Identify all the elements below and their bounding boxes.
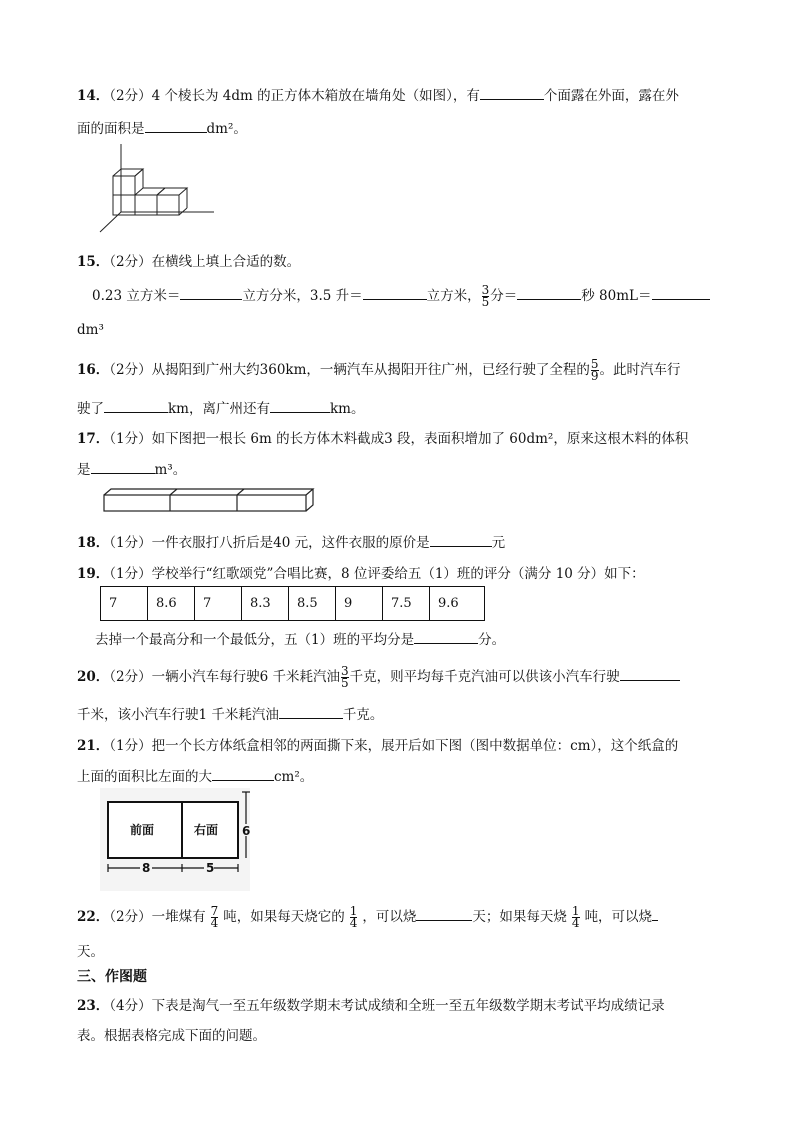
question-text: （4分）下表是淘气一至五年级数学期末考试成绩和全班一至五年级数学期末考试平均成绩记录 bbox=[109, 998, 665, 1014]
dimension-label-6: 6 bbox=[242, 824, 251, 838]
question-20-line-1 bbox=[77, 665, 680, 689]
question-15-line-3 bbox=[77, 322, 104, 338]
table-cell: 9 bbox=[336, 587, 383, 621]
answer-blank[interactable] bbox=[363, 285, 427, 300]
question-text: （1分）把一个长方体纸盒相邻的两面撕下来，展开后如下图（图中数据单位：cm），这个纸盒的 bbox=[109, 738, 679, 754]
wood-bar-figure bbox=[100, 487, 316, 515]
question-text: 秒 80mL＝ bbox=[581, 288, 652, 304]
question-text: （2分）一堆煤有 bbox=[109, 909, 206, 925]
dimension-label-5: 5 bbox=[206, 861, 215, 875]
cube-top bbox=[157, 188, 187, 195]
question-text: 立方分米，3.5 升＝ bbox=[242, 288, 363, 304]
question-text: （2分）4 个棱长为 4dm 的正方体木箱放在墙角处（如图），有 bbox=[109, 88, 480, 104]
right-face-label: 右面 bbox=[194, 823, 219, 837]
dimension-label-8: 8 bbox=[142, 861, 151, 875]
question-text: m³。 bbox=[154, 462, 187, 478]
net-outline bbox=[108, 802, 238, 858]
question-text: ，可以烧 bbox=[362, 909, 417, 925]
answer-blank[interactable] bbox=[430, 532, 492, 547]
answer-blank[interactable] bbox=[414, 629, 478, 644]
question-number: 18． bbox=[77, 535, 110, 551]
table-cell: 8.3 bbox=[242, 587, 289, 621]
answer-blank[interactable] bbox=[180, 285, 242, 300]
question-text: 驶了 bbox=[77, 401, 104, 417]
question-text: （2分）在横线上填上合适的数。 bbox=[109, 254, 301, 270]
question-text: 千米，该小汽车行驶1 千米耗汽油 bbox=[77, 707, 279, 723]
question-21-line-1 bbox=[77, 734, 678, 754]
question-text: km，离广州还有 bbox=[168, 401, 270, 417]
question-number: 23． bbox=[77, 998, 110, 1014]
question-text: 个面露在外面，露在外 bbox=[543, 88, 679, 104]
question-text: （2分）一辆小汽车每行驶6 千米耗汽油 bbox=[109, 669, 341, 685]
question-23-line-1 bbox=[77, 994, 665, 1014]
question-20-line-2 bbox=[77, 703, 383, 723]
question-text: 千克。 bbox=[342, 707, 384, 723]
fraction: $\frac{5}{9}$ bbox=[590, 357, 599, 383]
question-18 bbox=[77, 531, 505, 551]
cube-front bbox=[113, 176, 135, 195]
question-text: 元 bbox=[491, 535, 506, 551]
question-23-line-2 bbox=[77, 1024, 266, 1044]
question-text: 千克，则平均每千克汽油可以供该小汽车行驶 bbox=[349, 669, 620, 685]
question-text: dm²。 bbox=[206, 121, 247, 137]
question-text: 去掉一个最高分和一个最低分，五（1）班的平均分是 bbox=[95, 632, 415, 648]
fraction: $\frac{3}{5}$ bbox=[341, 664, 349, 690]
answer-blank[interactable] bbox=[517, 285, 581, 300]
answer-blank[interactable] bbox=[620, 666, 680, 681]
question-16-line-2 bbox=[77, 397, 364, 417]
question-text: 天。 bbox=[77, 944, 104, 960]
table-cell: 7.5 bbox=[383, 587, 430, 621]
box-net-figure bbox=[100, 788, 250, 891]
question-22-line-1 bbox=[77, 905, 658, 929]
question-19-line-2 bbox=[95, 628, 505, 648]
question-17-line-1 bbox=[77, 427, 688, 447]
table-row bbox=[101, 587, 485, 621]
answer-blank[interactable] bbox=[416, 906, 472, 921]
question-text: 吨，可以烧 bbox=[584, 909, 653, 925]
section-title: 三、作图题 bbox=[77, 969, 147, 985]
answer-blank[interactable] bbox=[212, 766, 274, 781]
question-15-line-1 bbox=[77, 250, 300, 270]
question-text: 是 bbox=[77, 462, 91, 478]
answer-blank[interactable] bbox=[480, 85, 544, 100]
front-face-label: 前面 bbox=[130, 823, 155, 837]
fraction: $\frac{1}{4}$ bbox=[571, 904, 580, 930]
answer-blank[interactable] bbox=[91, 459, 155, 474]
cube-corner-figure bbox=[94, 142, 218, 234]
question-text: 0.23 立方米＝ bbox=[92, 288, 181, 304]
question-text: 分＝ bbox=[490, 288, 518, 304]
answer-blank[interactable] bbox=[652, 285, 710, 300]
table-cell: 7 bbox=[195, 587, 242, 621]
fraction: $\frac{7}{4}$ bbox=[210, 904, 219, 930]
answer-blank[interactable] bbox=[104, 398, 168, 413]
answer-blank[interactable] bbox=[279, 704, 343, 719]
wood-bar-top bbox=[104, 489, 313, 495]
question-19-line-1 bbox=[77, 562, 645, 582]
table-cell: 7 bbox=[101, 587, 148, 621]
question-number: 14． bbox=[77, 88, 110, 104]
answer-blank[interactable] bbox=[652, 906, 658, 921]
question-text: （1分）一件衣服打八折后是40 元，这件衣服的原价是 bbox=[109, 535, 430, 551]
question-22-line-2 bbox=[77, 940, 104, 960]
fraction: $\frac{1}{4}$ bbox=[349, 904, 358, 930]
answer-blank[interactable] bbox=[270, 398, 330, 413]
question-number: 17． bbox=[77, 431, 110, 447]
table-cell: 8.6 bbox=[148, 587, 195, 621]
question-text: 分。 bbox=[478, 632, 506, 648]
question-17-line-2 bbox=[77, 458, 186, 478]
question-text: 立方米， bbox=[426, 288, 481, 304]
box-net-lines bbox=[100, 788, 250, 891]
question-number: 15． bbox=[77, 254, 110, 270]
question-text: 吨，如果每天烧它的 bbox=[223, 909, 345, 925]
question-text: 表。根据表格完成下面的问题。 bbox=[77, 1028, 266, 1044]
fraction: $\frac{3}{5}$ bbox=[481, 283, 490, 309]
question-text: 上面的面积比左面的大 bbox=[77, 769, 212, 785]
score-table bbox=[100, 586, 485, 621]
answer-blank[interactable] bbox=[145, 118, 207, 133]
question-14-line-2 bbox=[77, 117, 247, 137]
question-14-line-1 bbox=[77, 84, 679, 104]
question-text: 面的面积是 bbox=[77, 121, 145, 137]
question-text: km。 bbox=[329, 401, 365, 417]
question-text: （1分）如下图把一根长 6m 的长方体木料截成3 段，表面积增加了 60dm²，原来这根木料的体积 bbox=[109, 431, 689, 447]
question-text: 天；如果每天烧 bbox=[472, 909, 567, 925]
table-cell: 9.6 bbox=[430, 587, 485, 621]
question-15-line-2 bbox=[92, 284, 710, 308]
question-number: 19． bbox=[77, 566, 110, 582]
wood-bar-front bbox=[104, 495, 306, 511]
question-number: 22． bbox=[77, 909, 110, 925]
question-text: 。此时汽车行 bbox=[599, 362, 681, 378]
question-21-line-2 bbox=[77, 765, 313, 785]
question-number: 21． bbox=[77, 738, 110, 754]
question-text: （1分）学校举行“红歌颂党”合唱比赛，8 位评委给五（1）班的评分（满分 10 分）如下： bbox=[109, 566, 645, 582]
question-text: cm²。 bbox=[274, 769, 314, 785]
question-number: 16． bbox=[77, 362, 110, 378]
question-16-line-1 bbox=[77, 358, 681, 382]
question-text: dm³ bbox=[77, 322, 104, 338]
question-text: （2分）从揭阳到广州大约360km，一辆汽车从揭阳开往广州，已经行驶了全程的 bbox=[109, 362, 590, 378]
table-cell: 8.5 bbox=[289, 587, 336, 621]
question-number: 20． bbox=[77, 669, 110, 685]
